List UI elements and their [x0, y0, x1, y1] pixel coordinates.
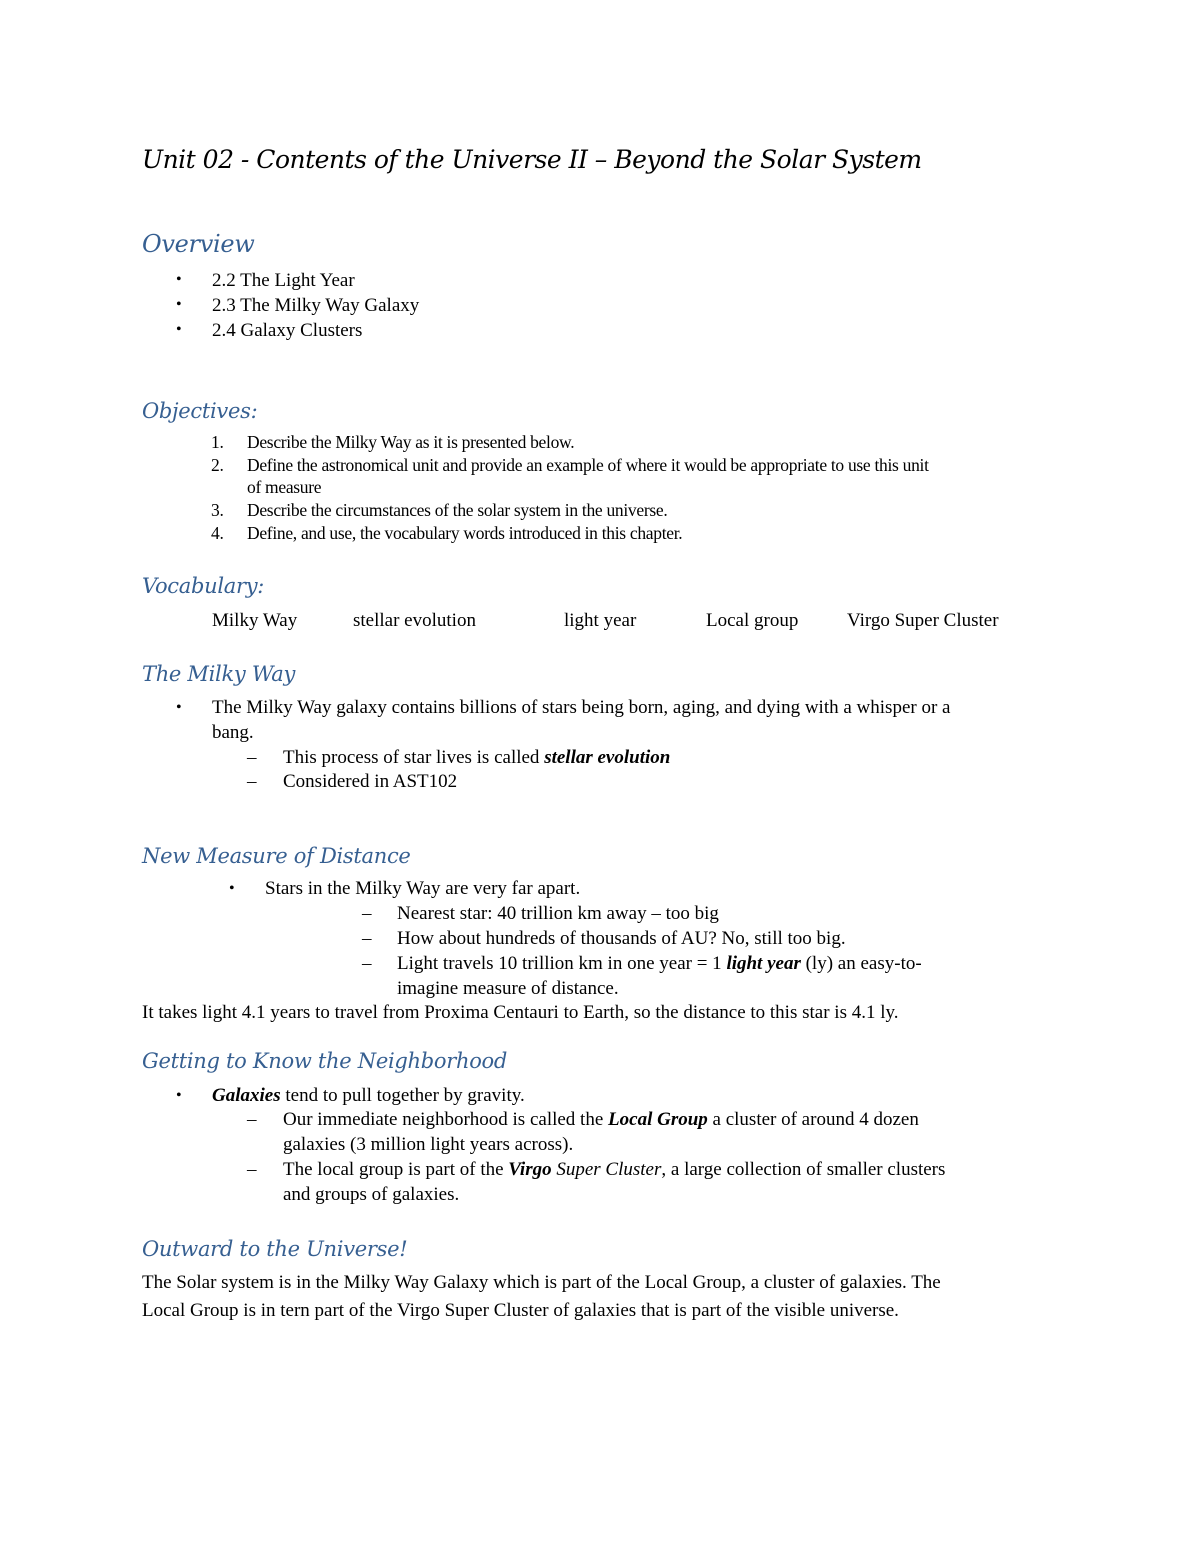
distance-sub-item: Nearest star: 40 trillion km away – too big: [397, 903, 719, 924]
milky-way-bullet-text-continued: bang.: [212, 722, 254, 743]
vocabulary-term: Milky Way: [212, 610, 298, 631]
milky-way-bullet-text: The Milky Way galaxy contains billions of stars being born, aging, and dying with a whisper or a: [212, 697, 951, 718]
galaxies-term: Galaxies: [212, 1085, 281, 1106]
outward-paragraph-line: The Solar system is in the Milky Way Galaxy which is part of the Local Group, a cluster of galaxies. The: [142, 1272, 941, 1293]
milky-way-sub-item: [283, 746, 670, 770]
overview-heading: Overview: [142, 230, 255, 258]
sub-item-text: The local group is part of the: [283, 1159, 509, 1180]
page-title: Unit 02 - Contents of the Universe II – Beyond the Solar System: [142, 145, 922, 174]
objective-text: Define the astronomical unit and provide an example of where it would be appropriate to use this unit: [247, 455, 929, 475]
objective-number: 1.: [211, 432, 224, 452]
objective-text: Describe the Milky Way as it is presented below.: [247, 432, 575, 452]
objective-text: Describe the circumstances of the solar system in the universe.: [247, 500, 668, 520]
bullet-marker: •: [176, 1087, 182, 1104]
outward-paragraph-line: Local Group is in tern part of the Virgo Super Cluster of galaxies that is part of the visible universe.: [142, 1300, 899, 1321]
dash-marker: –: [247, 1159, 257, 1180]
overview-bullet: •: [176, 321, 182, 338]
sub-item-text: This process of star lives is called: [283, 747, 545, 768]
super-cluster-term: Super Cluster: [551, 1159, 662, 1180]
dash-marker: –: [247, 771, 257, 792]
neighborhood-sub-item: [283, 1108, 919, 1132]
objective-number: 4.: [211, 523, 224, 543]
light-year-term: light year: [726, 953, 801, 974]
objective-text-continued: of measure: [247, 477, 322, 497]
dash-marker: –: [247, 747, 257, 768]
neighborhood-sub-item-continued: and groups of galaxies.: [283, 1184, 460, 1205]
stellar-evolution-term: stellar evolution: [544, 747, 671, 768]
overview-item: 2.2 The Light Year: [212, 270, 355, 291]
virgo-term: Virgo: [508, 1159, 552, 1180]
vocabulary-term: stellar evolution: [353, 610, 476, 631]
neighborhood-sub-item-continued: galaxies (3 million light years across).: [283, 1134, 574, 1155]
objective-text: Define, and use, the vocabulary words introduced in this chapter.: [247, 523, 683, 543]
overview-item: 2.4 Galaxy Clusters: [212, 320, 363, 341]
distance-sub-item: How about hundreds of thousands of AU? No, still too big.: [397, 928, 846, 949]
distance-sub-item-continued: imagine measure of distance.: [397, 978, 619, 999]
distance-sub-item: [397, 952, 922, 976]
vocabulary-heading: Vocabulary:: [142, 574, 265, 598]
objective-number: 2.: [211, 455, 224, 475]
local-group-term: Local Group: [608, 1109, 708, 1130]
neighborhood-bullet-text: [212, 1084, 525, 1108]
sub-item-text: (ly) an easy-to-: [800, 953, 922, 974]
overview-item: 2.3 The Milky Way Galaxy: [212, 295, 420, 316]
milky-way-heading: The Milky Way: [142, 662, 296, 686]
dash-marker: –: [362, 903, 372, 924]
distance-paragraph: It takes light 4.1 years to travel from Proxima Centauri to Earth, so the distance to this star is 4.1 ly.: [142, 1002, 899, 1023]
distance-heading: New Measure of Distance: [142, 844, 411, 868]
sub-item-text: , a large collection of smaller clusters: [661, 1159, 946, 1180]
dash-marker: –: [362, 953, 372, 974]
neighborhood-sub-item: [283, 1158, 945, 1182]
sub-item-text: Our immediate neighborhood is called the: [283, 1109, 609, 1130]
objectives-heading: Objectives:: [142, 399, 258, 423]
sub-item-text: Light travels 10 trillion km in one year = 1: [397, 953, 727, 974]
vocabulary-term: Local group: [706, 610, 799, 631]
bullet-marker: •: [176, 699, 182, 716]
bullet-marker: •: [229, 880, 235, 897]
overview-bullet: •: [176, 271, 182, 288]
dash-marker: –: [247, 1109, 257, 1130]
vocabulary-term: light year: [564, 610, 637, 631]
distance-bullet-text: Stars in the Milky Way are very far apart.: [265, 878, 581, 899]
vocabulary-term: Virgo Super Cluster: [847, 610, 999, 631]
outward-heading: Outward to the Universe!: [142, 1237, 408, 1261]
overview-bullet: •: [176, 296, 182, 313]
milky-way-sub-item: Considered in AST102: [283, 771, 458, 792]
bullet-text: tend to pull together by gravity.: [280, 1085, 525, 1106]
neighborhood-heading: Getting to Know the Neighborhood: [142, 1049, 508, 1073]
dash-marker: –: [362, 928, 372, 949]
objective-number: 3.: [211, 500, 224, 520]
sub-item-text: a cluster of around 4 dozen: [707, 1109, 919, 1130]
